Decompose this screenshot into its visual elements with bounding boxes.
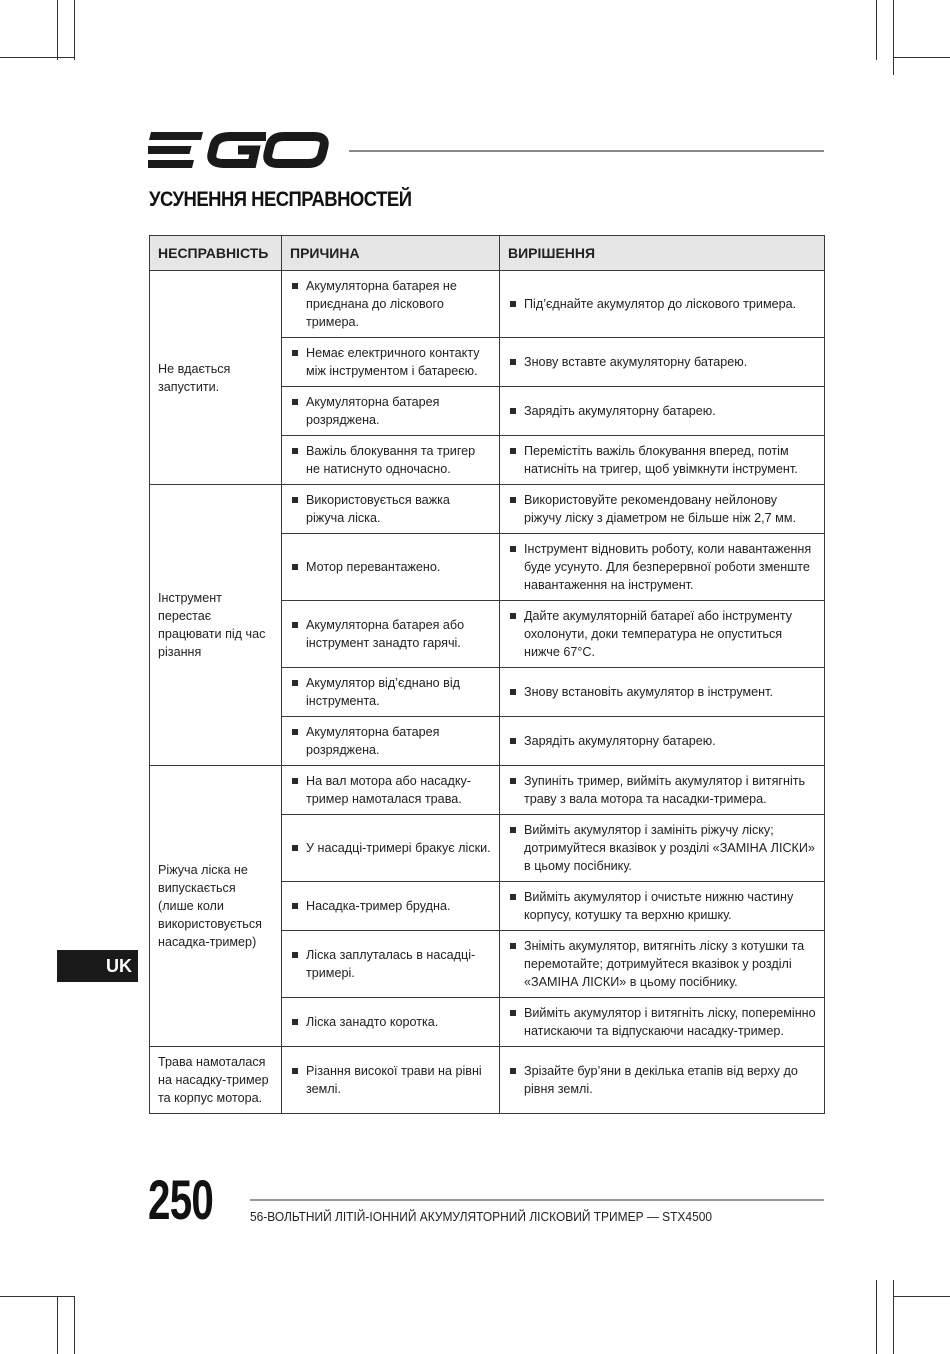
solution-cell	[500, 387, 825, 436]
solution-text: Використовуйте рекомендовану нейлонову ріжучу ліску з діаметром не більше ніж 2,7 мм.	[524, 493, 796, 525]
cause-text: Немає електричного контакту між інструментом і батареєю.	[306, 346, 480, 378]
solution-text: Зарядіть акумуляторну батарею.	[524, 734, 716, 748]
bullet-icon	[292, 903, 298, 909]
bullet-icon	[510, 689, 516, 695]
bullet-icon	[292, 778, 298, 784]
solution-cell	[500, 1047, 825, 1114]
cause-cell	[282, 436, 500, 485]
solution-cell	[500, 271, 825, 338]
cause-text: Ліска занадто коротка.	[306, 1015, 439, 1029]
page-title: УСУНЕННЯ НЕСПРАВНОСТЕЙ	[149, 188, 412, 211]
bullet-icon	[292, 448, 298, 454]
solution-cell	[500, 882, 825, 931]
cause-text: У насадці-тримері бракує ліски.	[306, 841, 491, 855]
bullet-icon	[292, 622, 298, 628]
cause-text: Акумуляторна батарея або інструмент занадто гарячі.	[306, 618, 465, 650]
solution-text: Зніміть акумулятор, витягніть ліску з котушки та перемотайте; дотримуйтеся вказівок у розділі «ЗАМІНА ЛІСКИ» в цьому посібнику.	[524, 939, 805, 989]
solution-cell	[500, 338, 825, 387]
bullet-icon	[510, 827, 516, 833]
footer-rule	[250, 1199, 824, 1201]
table-row	[150, 1047, 825, 1114]
cause-cell	[282, 534, 500, 601]
bullet-icon	[510, 408, 516, 414]
cause-cell	[282, 998, 500, 1047]
language-tab: UK	[57, 950, 138, 982]
crop-mark	[0, 1296, 74, 1297]
crop-mark	[876, 0, 877, 60]
bullet-icon	[510, 1010, 516, 1016]
solution-text: Знову встановіть акумулятор в інструмент.	[524, 685, 773, 699]
cause-cell	[282, 815, 500, 882]
bullet-icon	[510, 894, 516, 900]
solution-cell	[500, 436, 825, 485]
solution-text: Вийміть акумулятор і очистьте нижню частину корпусу, котушку та верхню кришку.	[524, 890, 794, 922]
table-header-row	[150, 236, 825, 271]
cause-cell	[282, 931, 500, 998]
crop-mark	[893, 1296, 950, 1297]
crop-mark	[893, 57, 950, 58]
solution-text: Зарядіть акумуляторну батарею.	[524, 404, 716, 418]
crop-mark	[74, 0, 75, 60]
cause-cell	[282, 668, 500, 717]
bullet-icon	[510, 497, 516, 503]
solution-cell	[500, 998, 825, 1047]
solution-cell	[500, 668, 825, 717]
bullet-icon	[292, 680, 298, 686]
bullet-icon	[292, 729, 298, 735]
header-rule	[349, 150, 824, 152]
problem-cell: Не вдається запустити.	[150, 271, 282, 485]
header-solution: ВИРІШЕННЯ	[500, 236, 825, 271]
cause-text: Різання високої трави на рівні землі.	[306, 1064, 482, 1096]
bullet-icon	[292, 1019, 298, 1025]
solution-cell	[500, 766, 825, 815]
crop-mark	[74, 1296, 75, 1354]
crop-mark	[893, 1280, 894, 1354]
cause-cell	[282, 766, 500, 815]
cause-cell	[282, 717, 500, 766]
problem-cell: Трава намоталася на насадку-тример та корпус мотора.	[150, 1047, 282, 1114]
bullet-icon	[292, 350, 298, 356]
bullet-icon	[510, 738, 516, 744]
cause-cell	[282, 882, 500, 931]
bullet-icon	[292, 497, 298, 503]
solution-cell	[500, 534, 825, 601]
cause-text: Акумуляторна батарея розряджена.	[306, 725, 440, 757]
cause-cell	[282, 338, 500, 387]
header-problem: НЕСПРАВНІСТЬ	[150, 236, 282, 271]
cause-text: Ліска заплуталась в насадці-тримері.	[306, 948, 476, 980]
troubleshooting-table	[149, 235, 825, 1114]
solution-cell	[500, 931, 825, 998]
bullet-icon	[510, 448, 516, 454]
cause-text: На вал мотора або насадку-тример намоталася трава.	[306, 774, 471, 806]
bullet-icon	[292, 1068, 298, 1074]
bullet-icon	[510, 546, 516, 552]
crop-mark	[876, 1280, 877, 1354]
crop-mark	[57, 0, 58, 60]
page-number: 250	[148, 1168, 214, 1231]
ego-logo	[148, 128, 332, 172]
bullet-icon	[292, 845, 298, 851]
solution-cell	[500, 815, 825, 882]
cause-text: Використовується важка ріжуча ліска.	[306, 493, 450, 525]
crop-mark	[57, 1296, 58, 1354]
bullet-icon	[292, 399, 298, 405]
solution-text: Знову вставте акумуляторну батарею.	[524, 355, 748, 369]
bullet-icon	[510, 301, 516, 307]
bullet-icon	[510, 1068, 516, 1074]
problem-cell: Ріжуча ліска не випускається (лише коли використовується насадка-тример)	[150, 766, 282, 1047]
solution-text: Інструмент відновить роботу, коли навантаження буде усунуто. Для безперервної роботи зменште навантаження на інструмент.	[524, 542, 812, 592]
cause-cell	[282, 1047, 500, 1114]
bullet-icon	[292, 283, 298, 289]
bullet-icon	[292, 952, 298, 958]
crop-mark	[0, 57, 74, 58]
cause-cell	[282, 485, 500, 534]
problem-cell: Інструмент перестає працювати під час різання	[150, 485, 282, 766]
solution-cell	[500, 485, 825, 534]
header-cause: ПРИЧИНА	[282, 236, 500, 271]
bullet-icon	[510, 613, 516, 619]
cause-cell	[282, 271, 500, 338]
solution-text: Зупиніть тример, вийміть акумулятор і витягніть траву з вала мотора та насадки-тримера.	[524, 774, 806, 806]
cause-text: Акумулятор від’єднано від інструмента.	[306, 676, 460, 708]
solution-text: Дайте акумуляторній батареї або інструменту охолонути, доки температура не опуститься нижче 67°C.	[524, 609, 793, 659]
footer-title: 56-ВОЛЬТНИЙ ЛІТІЙ-ІОННИЙ АКУМУЛЯТОРНИЙ ЛІСКОВИЙ ТРИМЕР — STX4500	[250, 1209, 713, 1224]
solution-text: Зрізайте бур’яни в декілька етапів від верху до рівня землі.	[524, 1064, 798, 1096]
cause-cell	[282, 601, 500, 668]
cause-text: Акумуляторна батарея не приєднана до лiскового тримера.	[306, 279, 457, 329]
solution-cell	[500, 601, 825, 668]
table-row	[150, 766, 825, 815]
table-row	[150, 485, 825, 534]
table-row	[150, 271, 825, 338]
solution-text: Вийміть акумулятор і замініть ріжучу ліску; дотримуйтеся вказівок у розділі «ЗАМІНА ЛІСКИ» в цьому посібнику.	[524, 823, 815, 873]
solution-text: Під’єднайте акумулятор до лiскового тримера.	[524, 297, 797, 311]
bullet-icon	[510, 778, 516, 784]
bullet-icon	[510, 359, 516, 365]
cause-text: Мотор перевантажено.	[306, 560, 441, 574]
solution-text: Вийміть акумулятор і витягніть ліску, поперемінно натискаючи та відпускаючи насадку-тример.	[524, 1006, 816, 1038]
solution-cell	[500, 717, 825, 766]
crop-mark	[893, 0, 894, 75]
bullet-icon	[510, 943, 516, 949]
cause-text: Насадка-тример брудна.	[306, 899, 451, 913]
cause-text: Важіль блокування та тригер не натиснуто одночасно.	[306, 444, 476, 476]
bullet-icon	[292, 564, 298, 570]
solution-text: Перемістіть важіль блокування вперед, потім натисніть на тригер, щоб увімкнути інструмент.	[524, 444, 798, 476]
cause-cell	[282, 387, 500, 436]
cause-text: Акумуляторна батарея розряджена.	[306, 395, 440, 427]
